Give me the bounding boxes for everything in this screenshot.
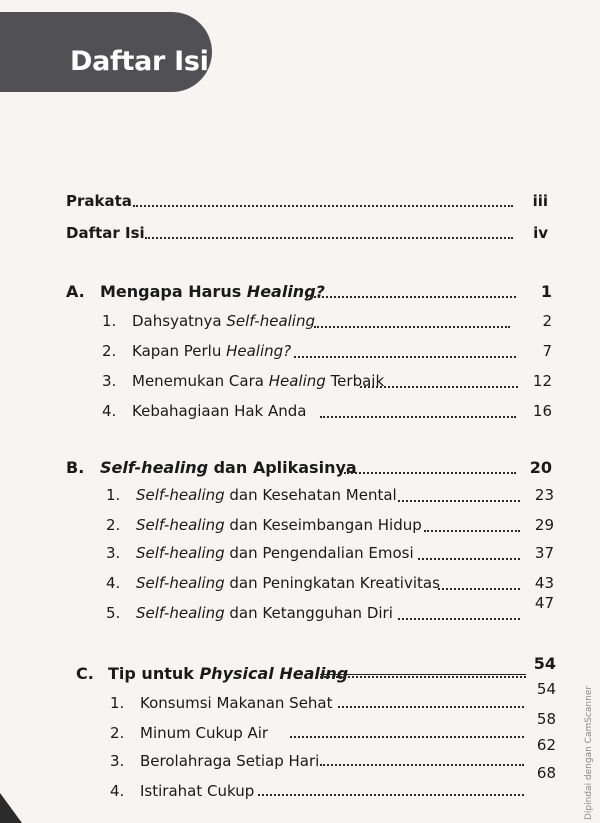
header-banner <box>0 12 212 92</box>
dot-leader <box>398 500 520 502</box>
section-page: 20 <box>529 458 552 477</box>
dot-leader <box>360 386 518 388</box>
page-title: Daftar Isi <box>70 46 209 77</box>
toc-item-title: Minum Cukup Air <box>140 724 269 742</box>
dot-leader <box>294 356 516 358</box>
toc-item-title: Kebahagiaan Hak Anda <box>132 402 307 420</box>
toc-item: 5. Self-healing dan Ketangguhan Diri 47 <box>106 594 554 622</box>
dot-leader <box>258 794 524 796</box>
toc-item-title: Konsumsi Makanan Sehat <box>140 694 333 712</box>
section-letter: A. <box>66 282 85 301</box>
toc-item: 1. Self-healing dan Kesehatan Mental 23 <box>106 486 554 504</box>
toc-item-title: Self-healing dan Keseimbangan Hidup <box>136 516 422 534</box>
section-page: 54 <box>533 654 556 673</box>
dot-leader <box>320 416 516 418</box>
toc-row-daftar-isi <box>0 224 600 248</box>
toc-title: Daftar Isi <box>66 224 145 242</box>
dot-leader <box>438 588 520 590</box>
toc-item: 1. Konsumsi Makanan Sehat 54 <box>110 680 556 712</box>
dot-leader <box>133 205 513 207</box>
toc-item-title: Dahsyatnya Self-healing <box>132 312 315 330</box>
section-title: Self-healing dan Aplikasinya <box>100 458 357 477</box>
dot-leader <box>418 558 520 560</box>
toc-item: 1. Dahsyatnya Self-healing 2 <box>102 312 552 330</box>
toc-item-title: Self-healing dan Ketangguhan Diri <box>136 604 393 622</box>
dot-leader <box>290 736 524 738</box>
dot-leader <box>338 706 524 708</box>
toc-page: iii <box>532 192 548 210</box>
dot-leader <box>320 764 524 766</box>
toc-item-title: Menemukan Cara Healing Terbaik <box>132 372 385 390</box>
dot-leader <box>320 676 526 678</box>
toc-item-title: Self-healing dan Peningkatan Kreativitas <box>136 574 440 592</box>
page-corner <box>0 793 22 823</box>
toc-title: Prakata <box>66 192 132 210</box>
dot-leader <box>424 530 520 532</box>
section-title: Mengapa Harus Healing? <box>100 282 325 301</box>
toc-item-title: Kapan Perlu Healing? <box>132 342 292 360</box>
dot-leader <box>306 296 516 298</box>
section-b <box>0 458 600 482</box>
toc-item: 2. Minum Cukup Air 58 <box>110 710 556 742</box>
section-letter: C. <box>76 664 94 683</box>
scanner-watermark <box>572 680 594 820</box>
dot-leader <box>314 326 510 328</box>
toc-item: 3. Berolahraga Setiap Hari 62 <box>110 736 556 770</box>
toc-item-title: Self-healing dan Kesehatan Mental <box>136 486 397 504</box>
toc-page: iv <box>533 224 548 242</box>
section-a <box>0 282 600 306</box>
section-title: Tip untuk Physical Healing <box>108 664 349 683</box>
toc-item-title: Self-healing dan Pengendalian Emosi <box>136 544 414 562</box>
dot-leader <box>344 472 516 474</box>
watermark-text: Dipindai dengan CamScanner <box>584 685 594 820</box>
dot-leader <box>398 618 520 620</box>
toc-item: 4. Kebahagiaan Hak Anda 16 <box>102 402 552 420</box>
toc-item: 4. Self-healing dan Peningkatan Kreativitas 43 <box>106 574 554 592</box>
section-page: 1 <box>540 282 552 301</box>
toc-item: 2. Self-healing dan Keseimbangan Hidup 29 <box>106 516 554 534</box>
divider <box>320 674 526 675</box>
dot-leader <box>145 237 513 239</box>
section-c <box>0 654 600 688</box>
toc-item: 3. Menemukan Cara Healing Terbaik 12 <box>102 372 552 390</box>
toc-item-title: Berolahraga Setiap Hari <box>140 752 320 770</box>
toc-item: 3. Self-healing dan Pengendalian Emosi 37 <box>106 544 554 562</box>
section-letter: B. <box>66 458 85 477</box>
toc-row-prakata <box>0 192 600 216</box>
toc-item-title: Istirahat Cukup <box>140 782 255 800</box>
toc-item: 2. Kapan Perlu Healing? 7 <box>102 342 552 360</box>
toc-item: 4. Istirahat Cukup 68 <box>110 764 556 800</box>
